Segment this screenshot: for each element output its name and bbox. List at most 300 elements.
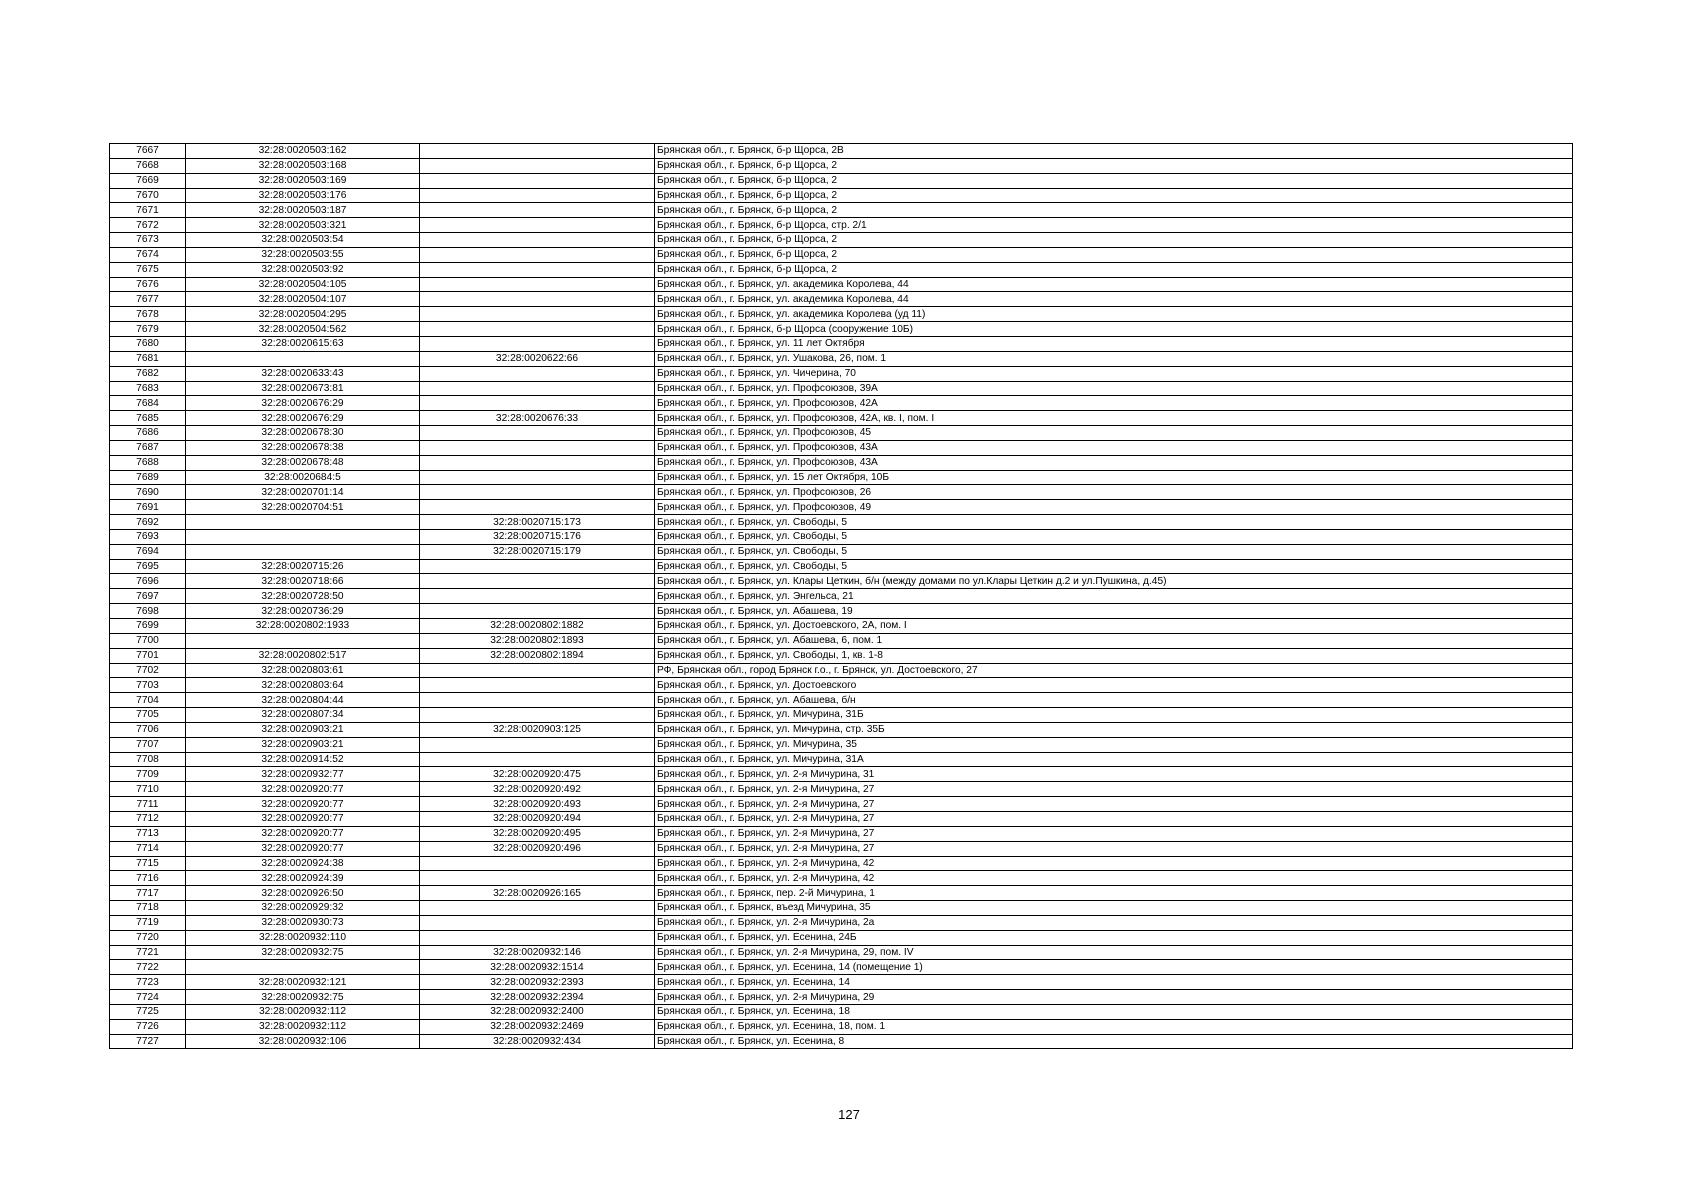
related-cadastral-number-cell [420, 574, 655, 589]
related-cadastral-number-cell: 32:28:0020715:176 [420, 529, 655, 544]
cadastral-number-cell: 32:28:0020932:77 [186, 767, 420, 782]
related-cadastral-number-cell [420, 203, 655, 218]
table-row [110, 500, 1573, 515]
cadastral-number-cell [186, 351, 420, 366]
related-cadastral-number-cell [420, 262, 655, 277]
row-number-cell: 7686 [110, 426, 186, 441]
table-row [110, 767, 1573, 782]
table-row [110, 752, 1573, 767]
row-number-cell: 7727 [110, 1034, 186, 1049]
row-number-cell: 7702 [110, 663, 186, 678]
row-number-cell: 7679 [110, 322, 186, 337]
address-cell: Брянская обл., г. Брянск, ул. Абашева, б/н [655, 693, 1573, 708]
table-row [110, 455, 1573, 470]
related-cadastral-number-cell: 32:28:0020676:33 [420, 411, 655, 426]
row-number-cell: 7725 [110, 1004, 186, 1019]
row-number-cell: 7716 [110, 871, 186, 886]
address-cell: Брянская обл., г. Брянск, ул. Профсоюзов, 49 [655, 500, 1573, 515]
address-cell: Брянская обл., г. Брянск, ул. Абашева, 6, пом. 1 [655, 633, 1573, 648]
related-cadastral-number-cell [420, 871, 655, 886]
row-number-cell: 7693 [110, 529, 186, 544]
cadastral-number-cell: 32:28:0020924:39 [186, 871, 420, 886]
related-cadastral-number-cell: 32:28:0020932:146 [420, 945, 655, 960]
table-row [110, 188, 1573, 203]
address-cell: Брянская обл., г. Брянск, ул. академика Королева (уд 11) [655, 307, 1573, 322]
cadastral-number-cell: 32:28:0020932:112 [186, 1019, 420, 1034]
address-cell: Брянская обл., г. Брянск, ул. Абашева, 19 [655, 604, 1573, 619]
related-cadastral-number-cell [420, 589, 655, 604]
cadastral-number-cell: 32:28:0020736:29 [186, 604, 420, 619]
address-cell: Брянская обл., г. Брянск, ул. Профсоюзов, 39А [655, 381, 1573, 396]
cadastral-number-cell: 32:28:0020503:176 [186, 188, 420, 203]
related-cadastral-number-cell [420, 663, 655, 678]
row-number-cell: 7689 [110, 470, 186, 485]
address-cell: Брянская обл., г. Брянск, ул. Свободы, 5 [655, 544, 1573, 559]
table-row [110, 841, 1573, 856]
row-number-cell: 7721 [110, 945, 186, 960]
cadastral-number-cell: 32:28:0020633:43 [186, 366, 420, 381]
related-cadastral-number-cell: 32:28:0020715:179 [420, 544, 655, 559]
table-row [110, 663, 1573, 678]
cadastral-number-cell: 32:28:0020503:55 [186, 247, 420, 262]
cadastral-number-cell: 32:28:0020924:38 [186, 856, 420, 871]
table-row [110, 960, 1573, 975]
table-row [110, 990, 1573, 1005]
related-cadastral-number-cell: 32:28:0020903:125 [420, 722, 655, 737]
row-number-cell: 7680 [110, 336, 186, 351]
row-number-cell: 7677 [110, 292, 186, 307]
row-number-cell: 7700 [110, 633, 186, 648]
address-cell: Брянская обл., г. Брянск, ул. академика Королева, 44 [655, 292, 1573, 307]
cadastral-number-cell [186, 544, 420, 559]
table-row [110, 485, 1573, 500]
address-cell: Брянская обл., г. Брянск, ул. академика Королева, 44 [655, 277, 1573, 292]
row-number-cell: 7698 [110, 604, 186, 619]
table-row [110, 826, 1573, 841]
cadastral-number-cell: 32:28:0020802:1933 [186, 619, 420, 634]
row-number-cell: 7690 [110, 485, 186, 500]
table-row [110, 292, 1573, 307]
cadastral-number-cell: 32:28:0020503:92 [186, 262, 420, 277]
cadastral-number-cell: 32:28:0020678:38 [186, 440, 420, 455]
table-row [110, 158, 1573, 173]
related-cadastral-number-cell [420, 559, 655, 574]
address-cell: Брянская обл., г. Брянск, ул. 11 лет Октября [655, 336, 1573, 351]
address-cell: Брянская обл., г. Брянск, ул. Есенина, 18 [655, 1004, 1573, 1019]
related-cadastral-number-cell [420, 336, 655, 351]
cadastral-number-cell: 32:28:0020728:50 [186, 589, 420, 604]
related-cadastral-number-cell [420, 247, 655, 262]
row-number-cell: 7672 [110, 218, 186, 233]
table-row [110, 515, 1573, 530]
address-cell: Брянская обл., г. Брянск, ул. 2-я Мичурина, 31 [655, 767, 1573, 782]
cadastral-number-cell [186, 529, 420, 544]
address-cell: Брянская обл., г. Брянск, б-р Щорса, 2В [655, 144, 1573, 159]
table-row [110, 247, 1573, 262]
related-cadastral-number-cell: 32:28:0020802:1894 [420, 648, 655, 663]
table-row [110, 901, 1573, 916]
table-row [110, 144, 1573, 159]
row-number-cell: 7668 [110, 158, 186, 173]
address-cell: Брянская обл., г. Брянск, ул. 2-я Мичурина, 27 [655, 797, 1573, 812]
table-row [110, 322, 1573, 337]
related-cadastral-number-cell [420, 604, 655, 619]
table-row [110, 203, 1573, 218]
table-row [110, 633, 1573, 648]
address-cell: Брянская обл., г. Брянск, ул. 2-я Мичурина, 29 [655, 990, 1573, 1005]
address-cell: Брянская обл., г. Брянск, ул. Свободы, 5 [655, 559, 1573, 574]
table-row [110, 886, 1573, 901]
cadastral-number-cell: 32:28:0020673:81 [186, 381, 420, 396]
row-number-cell: 7694 [110, 544, 186, 559]
related-cadastral-number-cell [420, 173, 655, 188]
table-row [110, 1019, 1573, 1034]
related-cadastral-number-cell [420, 455, 655, 470]
table-row [110, 915, 1573, 930]
table-row [110, 782, 1573, 797]
row-number-cell: 7701 [110, 648, 186, 663]
cadastral-number-cell: 32:28:0020920:77 [186, 841, 420, 856]
address-cell: Брянская обл., г. Брянск, б-р Щорса, 2 [655, 188, 1573, 203]
related-cadastral-number-cell: 32:28:0020920:492 [420, 782, 655, 797]
cadastral-number-cell: 32:28:0020676:29 [186, 411, 420, 426]
table-row [110, 262, 1573, 277]
related-cadastral-number-cell: 32:28:0020920:493 [420, 797, 655, 812]
row-number-cell: 7722 [110, 960, 186, 975]
cadastral-number-cell: 32:28:0020914:52 [186, 752, 420, 767]
related-cadastral-number-cell [420, 322, 655, 337]
cadastral-number-cell: 32:28:0020903:21 [186, 722, 420, 737]
address-cell: Брянская обл., г. Брянск, ул. Профсоюзов, 43А [655, 440, 1573, 455]
address-cell: Брянская обл., г. Брянск, б-р Щорса, 2 [655, 247, 1573, 262]
address-cell: Брянская обл., г. Брянск, ул. Мичурина, 31А [655, 752, 1573, 767]
address-cell: Брянская обл., г. Брянск, ул. Свободы, 5 [655, 515, 1573, 530]
address-cell: Брянская обл., г. Брянск, б-р Щорса, 2 [655, 158, 1573, 173]
address-cell: Брянская обл., г. Брянск, б-р Щорса, 2 [655, 173, 1573, 188]
address-cell: Брянская обл., г. Брянск, ул. Свободы, 5 [655, 529, 1573, 544]
related-cadastral-number-cell [420, 277, 655, 292]
related-cadastral-number-cell: 32:28:0020920:496 [420, 841, 655, 856]
related-cadastral-number-cell [420, 930, 655, 945]
cadastral-number-cell: 32:28:0020932:75 [186, 945, 420, 960]
related-cadastral-number-cell [420, 901, 655, 916]
row-number-cell: 7705 [110, 708, 186, 723]
table-row [110, 173, 1573, 188]
cadastral-number-cell: 32:28:0020615:63 [186, 336, 420, 351]
related-cadastral-number-cell [420, 158, 655, 173]
row-number-cell: 7707 [110, 737, 186, 752]
table-row [110, 470, 1573, 485]
cadastral-number-cell: 32:28:0020920:77 [186, 782, 420, 797]
address-cell: Брянская обл., г. Брянск, ул. Профсоюзов, 42А [655, 396, 1573, 411]
table-row [110, 544, 1573, 559]
row-number-cell: 7726 [110, 1019, 186, 1034]
table-row [110, 648, 1573, 663]
address-cell: Брянская обл., г. Брянск, б-р Щорса, 2 [655, 262, 1573, 277]
row-number-cell: 7718 [110, 901, 186, 916]
row-number-cell: 7692 [110, 515, 186, 530]
related-cadastral-number-cell [420, 144, 655, 159]
cadastral-number-cell: 32:28:0020930:73 [186, 915, 420, 930]
table-row [110, 426, 1573, 441]
table-row [110, 366, 1573, 381]
cadastral-number-cell: 32:28:0020701:14 [186, 485, 420, 500]
table-row [110, 440, 1573, 455]
table-row [110, 381, 1573, 396]
address-cell: Брянская обл., г. Брянск, ул. Достоевского [655, 678, 1573, 693]
row-number-cell: 7678 [110, 307, 186, 322]
address-cell: Брянская обл., г. Брянск, ул. Свободы, 1, кв. 1-8 [655, 648, 1573, 663]
cadastral-number-cell: 32:28:0020503:321 [186, 218, 420, 233]
cadastral-number-cell: 32:28:0020503:54 [186, 233, 420, 248]
related-cadastral-number-cell: 32:28:0020802:1882 [420, 619, 655, 634]
address-cell: Брянская обл., г. Брянск, ул. Есенина, 14 (помещение 1) [655, 960, 1573, 975]
property-table-body [110, 144, 1573, 1049]
row-number-cell: 7683 [110, 381, 186, 396]
related-cadastral-number-cell: 32:28:0020932:2394 [420, 990, 655, 1005]
table-row [110, 529, 1573, 544]
related-cadastral-number-cell [420, 915, 655, 930]
table-row [110, 975, 1573, 990]
related-cadastral-number-cell: 32:28:0020932:2400 [420, 1004, 655, 1019]
address-cell: Брянская обл., г. Брянск, ул. Достоевского, 2А, пом. I [655, 619, 1573, 634]
table-row [110, 307, 1573, 322]
row-number-cell: 7696 [110, 574, 186, 589]
related-cadastral-number-cell [420, 708, 655, 723]
cadastral-number-cell: 32:28:0020503:162 [186, 144, 420, 159]
row-number-cell: 7667 [110, 144, 186, 159]
address-cell: Брянская обл., г. Брянск, ул. Чичерина, 70 [655, 366, 1573, 381]
address-cell: Брянская обл., г. Брянск, ул. 2-я Мичурина, 27 [655, 811, 1573, 826]
related-cadastral-number-cell: 32:28:0020932:434 [420, 1034, 655, 1049]
row-number-cell: 7706 [110, 722, 186, 737]
address-cell: Брянская обл., г. Брянск, ул. Есенина, 24Б [655, 930, 1573, 945]
cadastral-number-cell: 32:28:0020504:295 [186, 307, 420, 322]
table-row [110, 277, 1573, 292]
row-number-cell: 7708 [110, 752, 186, 767]
address-cell: Брянская обл., г. Брянск, б-р Щорса (сооружение 10Б) [655, 322, 1573, 337]
related-cadastral-number-cell: 32:28:0020920:495 [420, 826, 655, 841]
cadastral-number-cell: 32:28:0020932:121 [186, 975, 420, 990]
table-row [110, 856, 1573, 871]
table-row [110, 589, 1573, 604]
cadastral-number-cell: 32:28:0020676:29 [186, 396, 420, 411]
row-number-cell: 7699 [110, 619, 186, 634]
row-number-cell: 7673 [110, 233, 186, 248]
cadastral-number-cell: 32:28:0020503:168 [186, 158, 420, 173]
related-cadastral-number-cell: 32:28:0020715:173 [420, 515, 655, 530]
page-number: 127 [838, 1107, 860, 1122]
table-row [110, 559, 1573, 574]
table-row [110, 396, 1573, 411]
related-cadastral-number-cell: 32:28:0020932:2393 [420, 975, 655, 990]
address-cell: Брянская обл., г. Брянск, ул. Ушакова, 26, пом. 1 [655, 351, 1573, 366]
cadastral-number-cell: 32:28:0020807:34 [186, 708, 420, 723]
cadastral-number-cell: 32:28:0020802:517 [186, 648, 420, 663]
row-number-cell: 7717 [110, 886, 186, 901]
related-cadastral-number-cell: 32:28:0020802:1893 [420, 633, 655, 648]
address-cell: Брянская обл., г. Брянск, б-р Щорса, 2 [655, 233, 1573, 248]
address-cell: Брянская обл., г. Брянск, ул. Мичурина, стр. 35Б [655, 722, 1573, 737]
row-number-cell: 7709 [110, 767, 186, 782]
table-row [110, 218, 1573, 233]
row-number-cell: 7674 [110, 247, 186, 262]
related-cadastral-number-cell [420, 737, 655, 752]
related-cadastral-number-cell [420, 307, 655, 322]
cadastral-number-cell: 32:28:0020684:5 [186, 470, 420, 485]
related-cadastral-number-cell [420, 233, 655, 248]
row-number-cell: 7687 [110, 440, 186, 455]
address-cell: РФ, Брянская обл., город Брянск г.о., г. Брянск, ул. Достоевского, 27 [655, 663, 1573, 678]
table-row [110, 411, 1573, 426]
cadastral-number-cell: 32:28:0020718:66 [186, 574, 420, 589]
cadastral-number-cell: 32:28:0020715:26 [186, 559, 420, 574]
address-cell: Брянская обл., г. Брянск, ул. 2-я Мичурина, 27 [655, 782, 1573, 797]
related-cadastral-number-cell [420, 218, 655, 233]
cadastral-number-cell: 32:28:0020804:44 [186, 693, 420, 708]
cadastral-number-cell: 32:28:0020504:107 [186, 292, 420, 307]
cadastral-number-cell: 32:28:0020678:48 [186, 455, 420, 470]
address-cell: Брянская обл., г. Брянск, б-р Щорса, стр. 2/1 [655, 218, 1573, 233]
cadastral-number-cell: 32:28:0020932:75 [186, 990, 420, 1005]
table-row [110, 722, 1573, 737]
table-row [110, 945, 1573, 960]
table-row [110, 351, 1573, 366]
cadastral-number-cell: 32:28:0020929:32 [186, 901, 420, 916]
row-number-cell: 7719 [110, 915, 186, 930]
table-row [110, 678, 1573, 693]
address-cell: Брянская обл., г. Брянск, ул. 2-я Мичурина, 2а [655, 915, 1573, 930]
table-row [110, 930, 1573, 945]
row-number-cell: 7695 [110, 559, 186, 574]
address-cell: Брянская обл., г. Брянск, ул. Профсоюзов, 26 [655, 485, 1573, 500]
cadastral-number-cell [186, 633, 420, 648]
related-cadastral-number-cell [420, 693, 655, 708]
row-number-cell: 7697 [110, 589, 186, 604]
cadastral-number-cell: 32:28:0020920:77 [186, 826, 420, 841]
row-number-cell: 7671 [110, 203, 186, 218]
related-cadastral-number-cell: 32:28:0020932:2469 [420, 1019, 655, 1034]
address-cell: Брянская обл., г. Брянск, ул. Есенина, 14 [655, 975, 1573, 990]
table-row [110, 693, 1573, 708]
row-number-cell: 7675 [110, 262, 186, 277]
row-number-cell: 7670 [110, 188, 186, 203]
table-row [110, 1004, 1573, 1019]
address-cell: Брянская обл., г. Брянск, ул. Профсоюзов, 45 [655, 426, 1573, 441]
row-number-cell: 7684 [110, 396, 186, 411]
cadastral-number-cell: 32:28:0020803:64 [186, 678, 420, 693]
row-number-cell: 7681 [110, 351, 186, 366]
row-number-cell: 7682 [110, 366, 186, 381]
address-cell: Брянская обл., г. Брянск, б-р Щорса, 2 [655, 203, 1573, 218]
address-cell: Брянская обл., г. Брянск, пер. 2-й Мичурина, 1 [655, 886, 1573, 901]
address-cell: Брянская обл., г. Брянск, ул. Клары Цеткин, б/н (между домами по ул.Клары Цеткин д.2 и ул.Пушкина, д.45) [655, 574, 1573, 589]
address-cell: Брянская обл., г. Брянск, въезд Мичурина, 35 [655, 901, 1573, 916]
row-number-cell: 7724 [110, 990, 186, 1005]
cadastral-number-cell: 32:28:0020504:105 [186, 277, 420, 292]
related-cadastral-number-cell [420, 752, 655, 767]
cadastral-number-cell: 32:28:0020678:30 [186, 426, 420, 441]
table-row [110, 737, 1573, 752]
related-cadastral-number-cell [420, 292, 655, 307]
address-cell: Брянская обл., г. Брянск, ул. Есенина, 8 [655, 1034, 1573, 1049]
table-row [110, 811, 1573, 826]
related-cadastral-number-cell: 32:28:0020622:66 [420, 351, 655, 366]
related-cadastral-number-cell [420, 366, 655, 381]
table-row [110, 871, 1573, 886]
table-row [110, 708, 1573, 723]
address-cell: Брянская обл., г. Брянск, ул. Профсоюзов, 42А, кв. I, пом. I [655, 411, 1573, 426]
table-row [110, 604, 1573, 619]
cadastral-number-cell: 32:28:0020920:77 [186, 811, 420, 826]
row-number-cell: 7713 [110, 826, 186, 841]
address-cell: Брянская обл., г. Брянск, ул. Энгельса, 21 [655, 589, 1573, 604]
address-cell: Брянская обл., г. Брянск, ул. Мичурина, 31Б [655, 708, 1573, 723]
row-number-cell: 7685 [110, 411, 186, 426]
related-cadastral-number-cell [420, 426, 655, 441]
cadastral-number-cell: 32:28:0020920:77 [186, 797, 420, 812]
cadastral-number-cell [186, 515, 420, 530]
table-row [110, 619, 1573, 634]
row-number-cell: 7723 [110, 975, 186, 990]
cadastral-number-cell: 32:28:0020503:169 [186, 173, 420, 188]
cadastral-number-cell: 32:28:0020903:21 [186, 737, 420, 752]
cadastral-number-cell: 32:28:0020803:61 [186, 663, 420, 678]
address-cell: Брянская обл., г. Брянск, ул. Есенина, 18, пом. 1 [655, 1019, 1573, 1034]
related-cadastral-number-cell [420, 856, 655, 871]
row-number-cell: 7711 [110, 797, 186, 812]
row-number-cell: 7669 [110, 173, 186, 188]
related-cadastral-number-cell [420, 188, 655, 203]
row-number-cell: 7720 [110, 930, 186, 945]
table-row [110, 1034, 1573, 1049]
related-cadastral-number-cell [420, 678, 655, 693]
cadastral-number-cell [186, 960, 420, 975]
cadastral-number-cell: 32:28:0020704:51 [186, 500, 420, 515]
related-cadastral-number-cell [420, 381, 655, 396]
cadastral-number-cell: 32:28:0020503:187 [186, 203, 420, 218]
address-cell: Брянская обл., г. Брянск, ул. 15 лет Октября, 10Б [655, 470, 1573, 485]
row-number-cell: 7691 [110, 500, 186, 515]
address-cell: Брянская обл., г. Брянск, ул. Профсоюзов, 43А [655, 455, 1573, 470]
address-cell: Брянская обл., г. Брянск, ул. 2-я Мичурина, 27 [655, 841, 1573, 856]
row-number-cell: 7704 [110, 693, 186, 708]
related-cadastral-number-cell [420, 440, 655, 455]
row-number-cell: 7712 [110, 811, 186, 826]
related-cadastral-number-cell: 32:28:0020926:165 [420, 886, 655, 901]
address-cell: Брянская обл., г. Брянск, ул. Мичурина, 35 [655, 737, 1573, 752]
table-row [110, 574, 1573, 589]
related-cadastral-number-cell [420, 500, 655, 515]
cadastral-number-cell: 32:28:0020932:110 [186, 930, 420, 945]
address-cell: Брянская обл., г. Брянск, ул. 2-я Мичурина, 42 [655, 856, 1573, 871]
cadastral-number-cell: 32:28:0020932:112 [186, 1004, 420, 1019]
related-cadastral-number-cell [420, 396, 655, 411]
address-cell: Брянская обл., г. Брянск, ул. 2-я Мичурина, 29, пом. IV [655, 945, 1573, 960]
related-cadastral-number-cell [420, 470, 655, 485]
cadastral-number-cell: 32:28:0020926:50 [186, 886, 420, 901]
table-row [110, 797, 1573, 812]
address-cell: Брянская обл., г. Брянск, ул. 2-я Мичурина, 27 [655, 826, 1573, 841]
related-cadastral-number-cell: 32:28:0020932:1514 [420, 960, 655, 975]
row-number-cell: 7714 [110, 841, 186, 856]
property-table [109, 143, 1573, 1049]
table-row [110, 233, 1573, 248]
related-cadastral-number-cell: 32:28:0020920:494 [420, 811, 655, 826]
cadastral-number-cell: 32:28:0020504:562 [186, 322, 420, 337]
address-cell: Брянская обл., г. Брянск, ул. 2-я Мичурина, 42 [655, 871, 1573, 886]
cadastral-number-cell: 32:28:0020932:106 [186, 1034, 420, 1049]
